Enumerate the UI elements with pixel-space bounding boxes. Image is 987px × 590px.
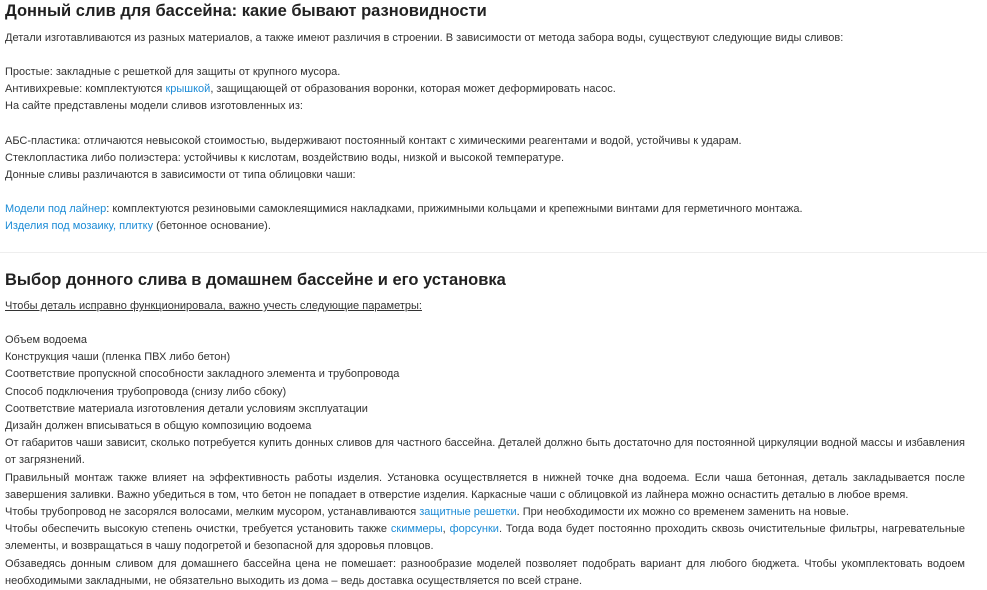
mosaic-models-desc: (бетонное основание).: [153, 220, 271, 233]
protective-grates-link[interactable]: защитные решетки: [419, 506, 517, 519]
antivortex-drain-text: [5, 81, 616, 98]
grates-paragraph: [5, 504, 965, 521]
abs-text: АБС-пластика: отличаются невысокой стоимостью, выдерживают постоянный контакт с химическими реагентами и водой, устойчивы к ударам.: [5, 135, 742, 147]
drain-types-block: [5, 64, 616, 116]
liner-models-text: [5, 201, 803, 218]
cleaning-text-start: Чтобы обеспечить высокую степень очистки, требуется установить также: [5, 523, 391, 536]
section-divider: [0, 252, 987, 253]
lining-intro-text: Донные сливы различаются в зависимости от типа облицовки чаши:: [5, 169, 356, 182]
mosaic-models-text: [5, 218, 803, 235]
param-item: Конструкция чаши (пленка ПВХ либо бетон): [5, 351, 231, 364]
grates-text-end: . При необходимости их можно со временем заменить на новые.: [516, 506, 849, 519]
param-item: Объем водоема: [5, 334, 88, 346]
liner-models-desc: : комплектуются резиновыми самоклеящимися накладками, прижимными кольцами и крепежными винтами для герметичного монтажа.: [106, 203, 803, 215]
final-paragraph: Обзаведясь донным сливом для домашнего бассейна цена не помешает: разнообразие моделей позволяет подобрать вариант для любого бюджета. Чтобы укомплектовать водоем необходимыми закладными, не обязательно выходить из дома – ведь доставка осуществляется по всей стране.: [5, 557, 965, 587]
grates-text-start: Чтобы трубопровод не засорялся волосами, мелким мусором, устанавливаются: [5, 506, 420, 519]
param-item: Дизайн должен вписываться в общую композицию водоема: [5, 420, 312, 433]
cleaning-text-end: . Тогда вода будет постоянно проходить сквозь очистительные фильтры, нагревательные элементы, и возвращаться в чашу подогретой и безопасной для здоровья пловцов.: [5, 523, 965, 553]
section-title-selection-install: Выбор донного слива в домашнем бассейне и его установка: [5, 271, 506, 289]
intro-paragraph: Детали изготавливаются из разных материалов, а также имеют различия в строении. В зависимости от метода забора воды, существуют следующие виды сливов:: [5, 32, 844, 44]
materials-block: [5, 133, 742, 185]
cleaning-paragraph: [5, 521, 965, 555]
nozzles-link[interactable]: форсунки: [449, 523, 499, 536]
param-item: Способ подключения трубопровода (снизу либо сбоку): [5, 385, 287, 398]
mosaic-tile-link[interactable]: Изделия под мозаику, плитку: [5, 220, 154, 233]
cleaning-separator: ,: [442, 523, 450, 536]
lid-link[interactable]: крышкой: [165, 83, 211, 96]
antivortex-text-start: Антивихревые: комплектуются: [5, 83, 166, 96]
fiberglass-text: Стеклопластика либо полиэстера: устойчивы к кислотам, воздействию воды, низкой и высокой температуре.: [5, 152, 565, 165]
selection-block: [5, 332, 965, 590]
param-item: Соответствие материала изготовления детали условиям эксплуатации: [5, 402, 368, 415]
installation-paragraph: Правильный монтаж также влияет на эффективность работы изделия. Установка осуществляется в нижней точке дна водоема. Если чаша бетонная, деталь закладывается после завершения заливки. Важно убедиться в том, что бетон не попадает в отверстие изделия. Каркасные чаши с облицовкой из лайнера можно оснастить деталью в любое время.: [5, 471, 965, 501]
dimensions-paragraph: От габаритов чаши зависит, сколько потребуется купить донных сливов для частного бассейна. Деталей должно быть достаточно для постоянной циркуляции водной массы и избавления от загрязнений.: [5, 437, 965, 467]
params-lead-text: Чтобы деталь исправно функционировала, важно учесть следующие параметры:: [5, 300, 422, 312]
lining-types-block: [5, 201, 803, 235]
antivortex-text-end: , защищающей от образования воронки, которая может деформировать насос.: [210, 83, 616, 96]
param-item: Соответствие пропускной способности закладного элемента и трубопровода: [5, 368, 400, 381]
section-title-drain-types: Донный слив для бассейна: какие бывают разновидности: [5, 2, 487, 20]
models-intro-text: На сайте представлены модели сливов изготовленных из:: [5, 100, 303, 113]
liner-models-link[interactable]: Модели под лайнер: [5, 203, 107, 215]
skimmers-link[interactable]: скиммеры: [390, 523, 443, 536]
simple-drain-text: Простые: закладные с решеткой для защиты от крупного мусора.: [5, 66, 341, 78]
